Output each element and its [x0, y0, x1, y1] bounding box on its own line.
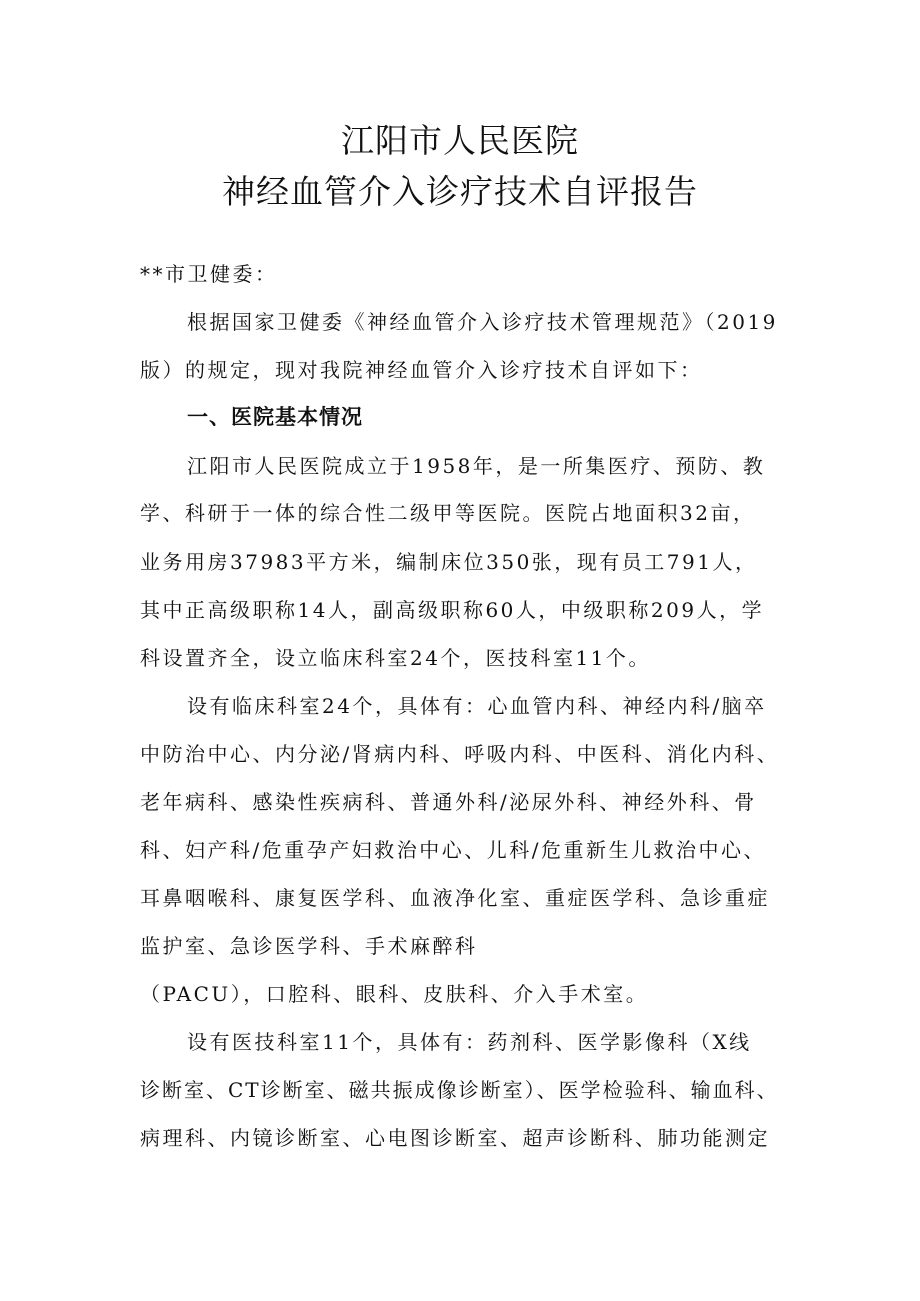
paragraph-line: 中防治中心、内分泌/肾病内科、呼吸内科、中医科、消化内科、 — [140, 742, 780, 766]
addressee-line: **市卫健委： — [140, 262, 278, 286]
paragraph-line: 江阳市人民医院成立于1958年，是一所集医疗、预防、教 — [187, 454, 766, 478]
paragraph-line: 监护室、急诊医学科、手术麻醉科 — [140, 934, 478, 958]
paragraph-line: （PACU），口腔科、眼科、皮肤科、介入手术室。 — [140, 982, 649, 1006]
paragraph-line: 其中正高级职称14人，副高级职称60人，中级职称209人，学 — [140, 598, 765, 622]
paragraph-line: 科设置齐全，设立临床科室24个，医技科室11个。 — [140, 646, 651, 670]
paragraph-line: 耳鼻咽喉科、康复医学科、血液净化室、重症医学科、急诊重症 — [140, 886, 770, 910]
intro-line: 版）的规定，现对我院神经血管介入诊疗技术自评如下： — [140, 358, 703, 382]
paragraph-line: 科、妇产科/危重孕产妇救治中心、儿科/危重新生儿救治中心、 — [140, 838, 766, 862]
paragraph-line: 学、科研于一体的综合性二级甲等医院。医院占地面积32亩， — [140, 501, 756, 525]
paragraph-line: 老年病科、感染性疾病科、普通外科/泌尿外科、神经外科、骨 — [140, 790, 757, 814]
document-title-hospital: 江阳市人民医院 — [341, 121, 579, 160]
paragraph-line: 诊断室、CT诊断室、磁共振成像诊断室）、医学检验科、输血科、 — [140, 1078, 779, 1102]
paragraph-line: 设有医技科室11个，具体有：药剂科、医学影像科（X线 — [187, 1030, 752, 1054]
paragraph-line: 设有临床科室24个，具体有：心血管内科、神经内科/脑卒 — [187, 694, 767, 718]
paragraph-line: 病理科、内镜诊断室、心电图诊断室、超声诊断科、肺功能测定 — [140, 1126, 770, 1150]
paragraph-line: 业务用房37983平方米，编制床位350张，现有员工791人， — [140, 550, 758, 574]
intro-line: 根据国家卫健委《神经血管介入诊疗技术管理规范》（2019 — [187, 310, 778, 334]
section-heading: 一、医院基本情况 — [187, 405, 363, 429]
document-title-report: 神经血管介入诊疗技术自评报告 — [222, 172, 698, 211]
